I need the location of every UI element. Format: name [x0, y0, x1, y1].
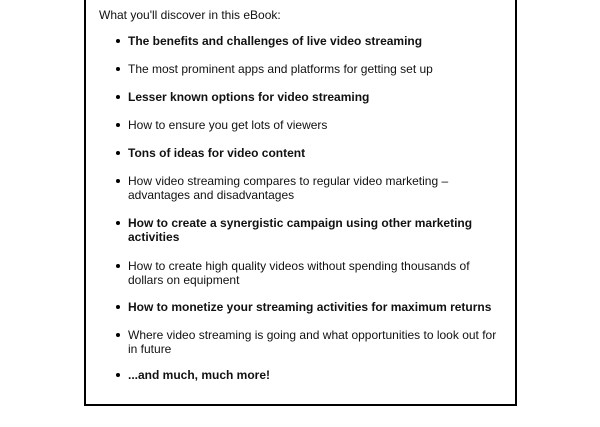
bullet-icon: [116, 39, 120, 43]
list-item: [116, 300, 501, 314]
list-item: [116, 146, 501, 160]
list-item: [116, 216, 501, 244]
list-item-text: Where video streaming is going and what opportunities to look out for in future: [128, 328, 497, 356]
bullet-icon: [116, 67, 120, 71]
list-item: [116, 118, 501, 132]
bullet-icon: [116, 305, 120, 309]
bullet-icon: [116, 264, 120, 268]
list-item: [116, 90, 501, 104]
list-item-text: How video streaming compares to regular video marketing – advantages and disadvantages: [128, 174, 449, 202]
list-item-text: How to monetize your streaming activities for maximum returns: [128, 300, 492, 314]
bullet-icon: [116, 333, 120, 337]
intro-text: What you'll discover in this eBook:: [99, 8, 281, 22]
bullet-icon: [116, 179, 120, 183]
bullet-icon: [116, 373, 120, 377]
list-item: [116, 34, 501, 48]
list-item-text: How to create a synergistic campaign using other marketing activities: [128, 216, 473, 244]
list-item-text: The most prominent apps and platforms for getting set up: [128, 62, 433, 76]
list-item-text: How to ensure you get lots of viewers: [128, 118, 328, 132]
list-item-text: The benefits and challenges of live video streaming: [128, 34, 423, 48]
bullet-icon: [116, 123, 120, 127]
bullet-icon: [116, 95, 120, 99]
list-item: [116, 328, 501, 356]
list-item: [116, 259, 501, 287]
list-item: [116, 368, 501, 382]
list-item: [116, 62, 501, 76]
bullet-icon: [116, 221, 120, 225]
list-item-text: Lesser known options for video streaming: [128, 90, 370, 104]
list-item-text: How to create high quality videos without spending thousands of dollars on equipment: [128, 259, 470, 287]
list-item-text: Tons of ideas for video content: [128, 146, 306, 160]
ebook-feature-box: [84, 0, 517, 406]
list-item: [116, 174, 501, 202]
list-item-text: ...and much, much more!: [128, 368, 271, 382]
bullet-icon: [116, 151, 120, 155]
